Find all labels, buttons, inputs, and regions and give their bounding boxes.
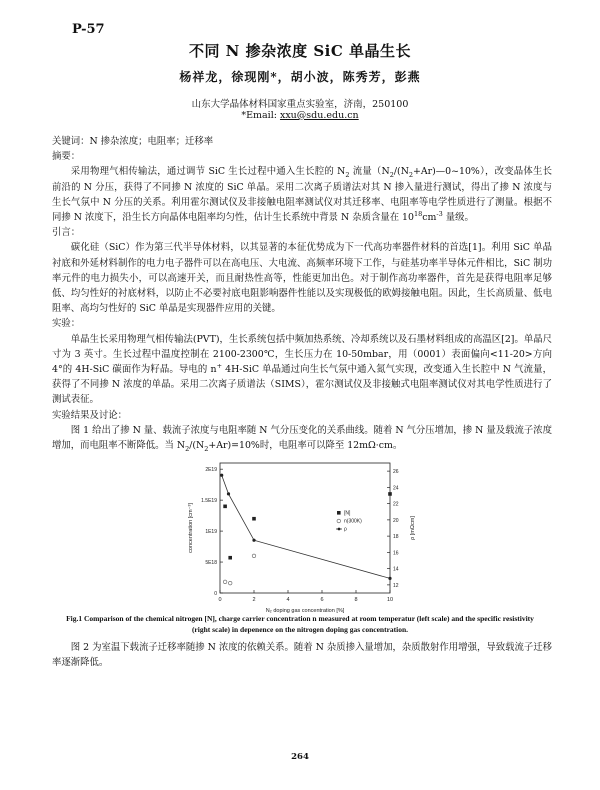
- abstract-paragraph: 采用物理气相传输法，通过调节 SiC 生长过程中通入生长腔的 $N_2$ 流量$(N_2/(N_2+Ar)—0\sim 10\%)$，改变晶体生长前沿的 N 分压，获得了不同掺 N 浓度的 SiC 单晶。采用二次离子质谱法对其 N 掺入量进行测试，得出了掺 N 浓度与生长气氛中 N 分压的关系。利用霍尔测试仪及非接触电阻率测试仪对其迁移率、电阻率等电学性质进行了测量。根据不同掺 N 浓度下，沿生长方向晶体电阻率均匀性，估计生长系统中背景 N 杂质含量在 $10^{18}cm^{-3}$ 量级。: [52, 166, 552, 224]
- x-tick-label: 4: [286, 597, 290, 603]
- email-line: [0, 110, 600, 121]
- y-left-tick-label: 0: [214, 591, 217, 597]
- email-label: *Email:: [241, 110, 280, 121]
- carrier-point: [223, 580, 227, 584]
- email-link[interactable]: xxu@sdu.edu.cn: [279, 110, 359, 121]
- carrier-point: [252, 554, 256, 558]
- y-left-axis-label: concentration [cm⁻³]: [188, 503, 194, 553]
- y-right-axis-label: ρ [mΩcm]: [410, 516, 416, 540]
- keywords: 关键词：N 掺杂浓度；电阻率；迁移率: [52, 136, 214, 147]
- paper-title: 不同 N 掺杂浓度 SiC 单晶生长: [188, 42, 412, 60]
- intro-heading: 引言：: [52, 227, 81, 239]
- nitrogen-point: [223, 505, 227, 509]
- y-left-tick-label: 5E18: [205, 560, 217, 567]
- experiment-heading: 实验：: [52, 318, 81, 330]
- paper-code: P-57: [72, 22, 105, 37]
- main-text-block: [52, 134, 552, 453]
- resistivity-point: [220, 474, 223, 477]
- x-axis-label: N₂ doping gas concentration [%]: [265, 608, 345, 614]
- nitrogen-point: [252, 517, 256, 521]
- y-right-tick-label: 26: [393, 469, 399, 476]
- y-right-tick-label: 18: [393, 534, 399, 541]
- affiliation: 山东大学晶体材料国家重点实验室，济南，250100: [191, 99, 409, 110]
- x-tick-label: 6: [320, 597, 324, 603]
- legend-marker-nitrogen: [337, 511, 341, 515]
- figure-1-chart: [170, 455, 420, 615]
- resistivity-point: [227, 492, 230, 495]
- y-right-tick-label: 22: [393, 501, 399, 508]
- plot-frame: [220, 463, 390, 593]
- legend-label-nitrogen: [N]: [344, 510, 351, 517]
- page-number: 264: [291, 752, 309, 762]
- y-right-tick-label: 14: [393, 566, 399, 573]
- resistivity-series-line: [222, 475, 390, 578]
- legend-label-carrier: n(300K): [344, 518, 362, 525]
- y-right-tick-label: 12: [393, 582, 399, 589]
- y-left-tick-label: 1E19: [205, 529, 217, 536]
- intro-paragraph: 碳化硅（SiC）作为第三代半导体材料，以其显著的本征优势成为下一代高功率器件材料的首选[1]。利用 SiC 单晶衬底和外延材料制作的电力电子器件可以在高电压、大电流、高频率环境下工作，与硅基功率半导体元件相比，SiC 制功率元件的电力损失小，可以高速开关，而且耐热性高等，性能更加出色。对于制作高功率器件，首先是获得电阻率足够低、均匀性好的衬底材料，以防止不必要衬底电阻影响器件性能以及实现极低的欧姆接触电阻。因此，生长高质量、低电阻率、高均匀性好的 SiC 单晶是实现器件应用的关键。: [52, 242, 552, 315]
- x-tick-label: 0: [218, 597, 222, 603]
- results-paragraph-2: 图 2 为室温下载流子迁移率随掺 N 浓度的依赖关系。随着 N 杂质掺入量增加，杂质散射作用增强，导致载流子迁移率逐渐降低。: [52, 642, 552, 669]
- figure-1: [170, 455, 420, 615]
- figure-1-caption: Fig.1 Comparison of the chemical nitrogen [N], charge carrier concentration n measured at room temperatur (left scale) and the specific resistivity (right scale) in depenence on the nitrogen doping gas concentration.: [66, 614, 534, 634]
- y-left-tick-label: 2E19: [205, 467, 217, 474]
- resistivity-point: [252, 539, 255, 542]
- author-list: 杨祥龙，徐现刚*，胡小波，陈秀芳，彭燕: [179, 70, 421, 84]
- y-right-tick-label: 20: [393, 517, 399, 524]
- results-heading: 实验结果及讨论：: [52, 409, 128, 421]
- legend-label-resistivity: ρ: [344, 526, 347, 533]
- x-tick-label: 8: [354, 597, 358, 603]
- results-paragraph-1: 图 1 给出了掺 N 量、载流子浓度与电阻率随 N 气分压变化的关系曲线。随着 N 气分压增加，掺 N 量及载流子浓度增加，而电阻率不断降低。当 $N_2/(N_2+Ar)=10\%$时，电阻率可以降至 12mΩ·cm。: [52, 424, 552, 453]
- legend-marker-carrier: [337, 519, 341, 523]
- carrier-point: [228, 581, 232, 585]
- nitrogen-point: [228, 556, 232, 560]
- resistivity-point: [388, 577, 391, 580]
- legend-marker-resistivity: [338, 528, 341, 531]
- y-right-tick-label: 16: [393, 550, 399, 557]
- y-right-tick-label: 24: [393, 485, 399, 492]
- experiment-paragraph: 单晶生长采用物理气相传输法(PVT)，生长系统包括中频加热系统、冷却系统以及石墨材料组成的高温区[2]。单晶尺寸为 3 英寸。生长过程中温度控制在 2100-2300℃，生长压力在 10-50mbar，用（0001）表面偏向<11-20>方向 4°的 4H-SiC 碳面作为籽晶。导电的 n+ 4H-SiC 单晶通过向生长气氛中通入氮气实现，改变通入生长腔中 N 气流量，获得了不同掺 N 浓度的单晶。采用二次离子质谱法（SIMS），霍尔测试仪及非接触式电阻率测试仪对其电学性质进行了测试表征。: [52, 333, 552, 406]
- nitrogen-point: [388, 492, 392, 496]
- y-left-tick-label: 1.5E19: [201, 498, 217, 505]
- x-tick-label: 2: [252, 597, 256, 603]
- abstract-heading: 摘要：: [52, 151, 81, 163]
- results-block-2: [52, 640, 552, 670]
- x-tick-label: 10: [386, 597, 394, 603]
